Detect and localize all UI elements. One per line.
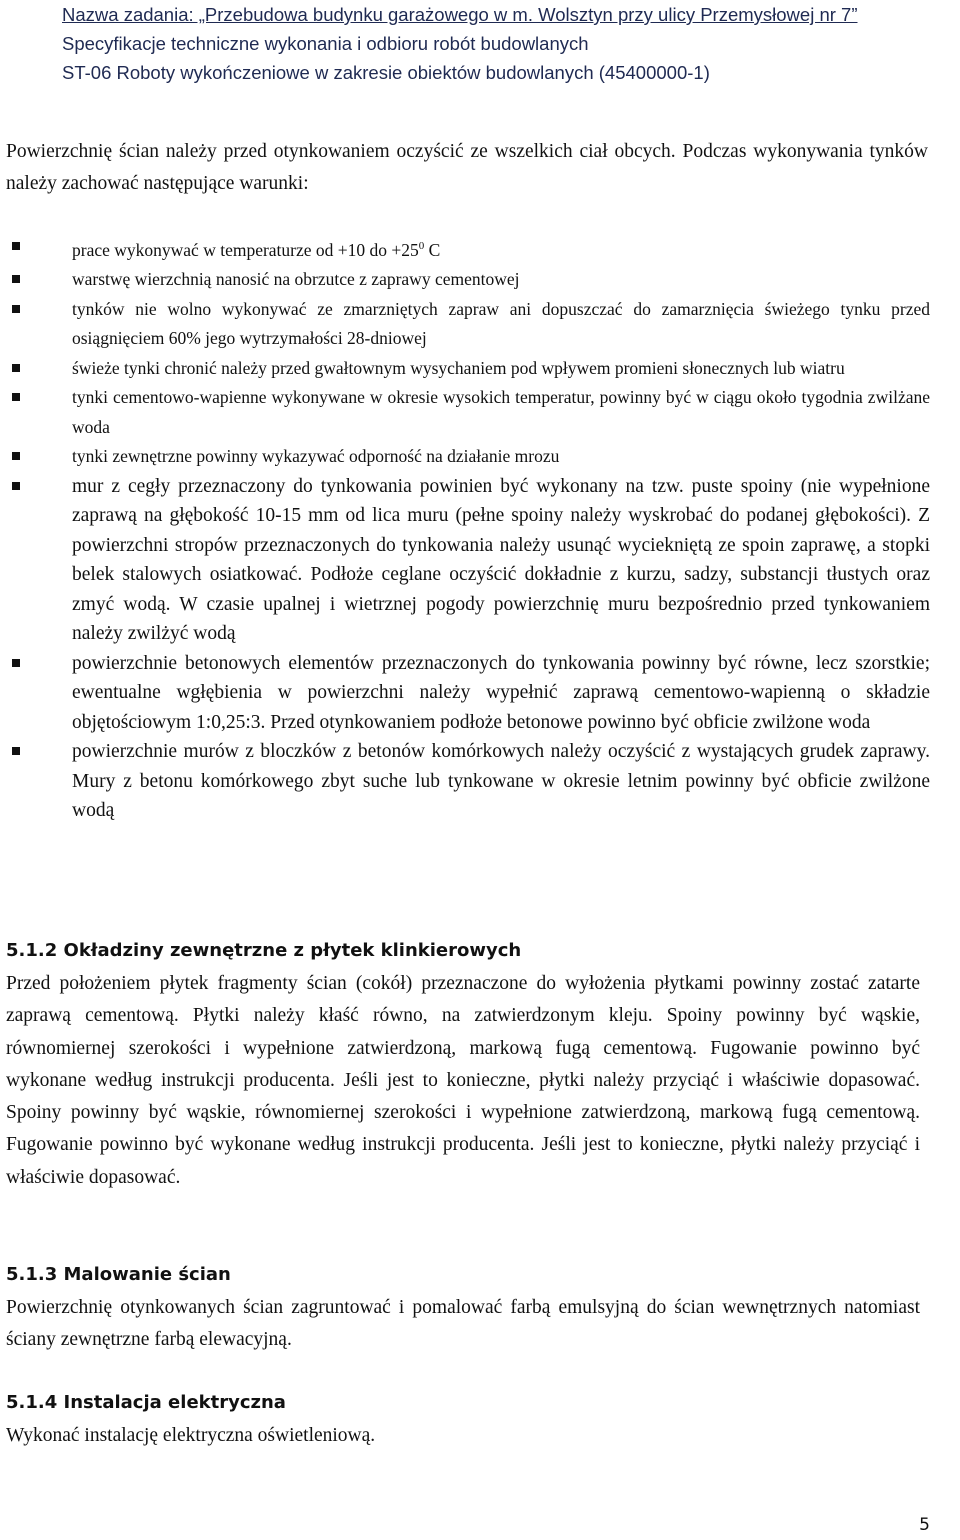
list-item <box>0 737 930 826</box>
bullet-square-icon <box>12 275 20 283</box>
degree-superscript: 0 <box>418 240 425 252</box>
bullet-square-icon <box>12 482 20 490</box>
section-heading-5-1-4: 5.1.4 Instalacja elektryczna <box>6 1392 286 1413</box>
section-5-1-4-paragraph: Wykonać instalację elektryczna oświetleniową. <box>6 1425 376 1446</box>
section-heading-5-1-2: 5.1.2 Okładziny zewnętrzne z płytek klinkierowych <box>6 940 522 961</box>
list-item-text: tynków nie wolno wykonywać ze zmarzniętych zapraw ani dopuszczać do zamarznięcia świeżego tynku przed osiągnięciem 60% jego wytrzymałości 28-dniowej <box>72 298 930 349</box>
list-item <box>0 295 930 354</box>
page-number: 5 <box>919 1515 930 1535</box>
header-spec-title: Specyfikacje techniczne wykonania i odbioru robót budowlanych <box>62 33 589 54</box>
intro-paragraph: Powierzchnię ścian należy przed otynkowaniem oczyścić ze wszelkich ciał obcych. Podczas wykonywania tynków należy zachować następujące warunki: <box>6 141 928 194</box>
section-5-1-2-paragraph: Przed położeniem płytek fragmenty ścian (cokół) przeznaczone do wyłożenia płytkami powinny zostać zatarte zaprawą cementową. Płytki należy kłaść równo, na zatwierdzonym kleju. Spoiny powinny być wąskie, równomiernej szerokości i wypełnione zatwierdzoną, markową fugą cementową. Fugowanie powinno być wykonane według instrukcji producenta. Jeśli jest to konieczne, płytki należy przyciąć i właściwie dopasować. Spoiny powinny być wąskie, równomiernej szerokości i wypełnione zatwierdzoną, markową fugą cementową. Fugowanie powinno być wykonane według instrukcji producenta. Jeśli jest to konieczne, płytki należy przyciąć i właściwie dopasować. <box>6 973 920 1188</box>
header-task-name: Nazwa zadania: „Przebudowa budynku garażowego w m. Wolsztyn przy ulicy Przemysłowej nr 7” <box>62 4 858 25</box>
section-5-1-3-paragraph: Powierzchnię otynkowanych ścian zagruntować i pomalować farbą emulsyjną do ścian wewnętrznych natomiast ściany zewnętrzne farbą elewacyjną. <box>6 1297 920 1351</box>
list-item-text: powierzchnie murów z bloczków z betonów komórkowych należy oczyścić z wystających grudek zaprawy. Mury z betonu komórkowego zbyt suche lub tynkowane w okresie letnim powinny być obficie zwilżone wodą <box>72 741 930 822</box>
bullet-square-icon <box>12 364 20 372</box>
list-item <box>0 442 930 472</box>
list-item-text: tynki cementowo-wapienne wykonywane w okresie wysokich temperatur, powinny być w ciągu około tygodnia zwilżane woda <box>72 387 930 437</box>
list-item-text: świeże tynki chronić należy przed gwałtownym wysychaniem pod wpływem promieni słonecznych lub wiatru <box>72 357 845 378</box>
section-heading-5-1-3: 5.1.3 Malowanie ścian <box>6 1264 231 1285</box>
list-item-text: mur z cegły przeznaczony do tynkowania powinien być wykonany na tzw. puste spoiny (nie wypełnione zaprawą na głębokość 10-15 mm od lica muru (pełne spoiny należy wyskrobać do podanej głębokości). Z powierzchni stropów przeznaczonych do tynkowania należy usunąć wyciekniętą ze spoin zaprawę, a stopki belek stalowych osiatkować. Podłoże ceglane oczyścić dokładnie z kurzu, sadzy, substancji tłustych oraz zmyć wodą. W czasie upalnej i wietrznej pogody powierzchnię muru bezpośrednio przed tynkowaniem należy zwilżyć wodą <box>72 475 930 645</box>
header-spec-code: ST-06 Roboty wykończeniowe w zakresie obiektów budowlanych (45400000-1) <box>62 62 710 83</box>
bullet-square-icon <box>12 242 20 250</box>
list-item <box>0 265 930 295</box>
bullet-square-icon <box>12 452 20 460</box>
list-item <box>0 383 930 442</box>
list-item <box>0 649 930 738</box>
page-header <box>62 0 952 87</box>
bullet-square-icon <box>12 659 20 667</box>
list-item <box>0 354 930 384</box>
bullet-square-icon <box>12 305 20 313</box>
bullet-square-icon <box>12 393 20 401</box>
list-item <box>0 472 930 649</box>
plaster-conditions-list <box>0 232 930 826</box>
list-item-text: warstwę wierzchnią nanosić na obrzutce z zaprawy cementowej <box>72 269 520 290</box>
list-item-text: powierzchnie betonowych elementów przeznaczonych do tynkowania powinny być równe, lecz szorstkie; ewentualne wgłębienia w powierzchni należy wypełnić zaprawą cementowo-wapienną o składzie objętościowym 1:0,25:3. Przed otynkowaniem podłoże betonowe powinno być obficie zwilżone woda <box>72 652 930 733</box>
bullet-square-icon <box>12 747 20 755</box>
unit-text: C <box>424 239 441 260</box>
list-item <box>0 232 930 265</box>
list-item-text: prace wykonywać w temperaturze od +10 do +25 <box>72 239 419 260</box>
list-item-text: tynki zewnętrzne powinny wykazywać odporność na działanie mrozu <box>72 446 560 467</box>
